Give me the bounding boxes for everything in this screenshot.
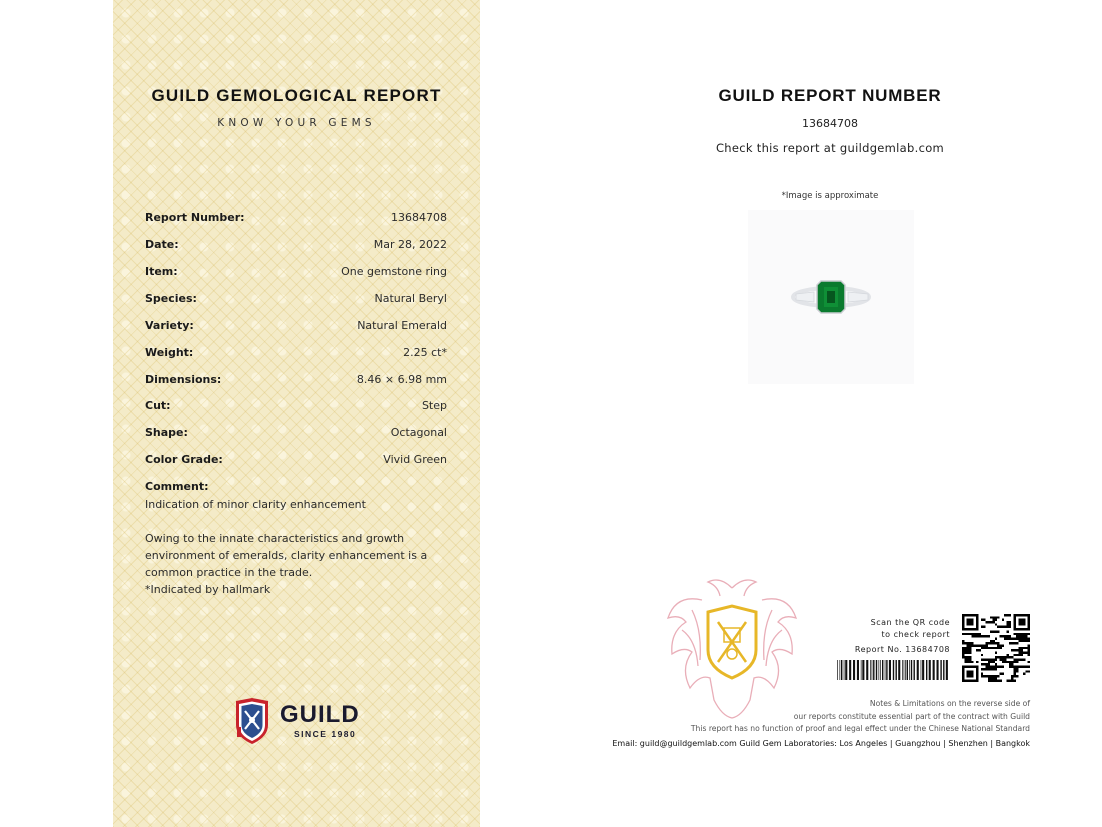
field-value: One gemstone ring: [341, 264, 447, 278]
field-label: Dimensions:: [145, 372, 222, 386]
field-label: Weight:: [145, 345, 194, 359]
notes-line-2: our reports constitute essential part of the contract with Guild: [793, 712, 1030, 721]
field-color-grade: [145, 450, 447, 468]
field-cut: [145, 396, 447, 414]
field-label: Item:: [145, 264, 178, 278]
report-number-value: 13684708: [802, 117, 858, 130]
field-value: Octagonal: [390, 425, 447, 439]
field-label: Species:: [145, 291, 197, 305]
paragraph-line: Owing to the innate characteristics and growth: [145, 532, 405, 545]
field-value: Vivid Green: [383, 452, 447, 466]
field-item: [145, 262, 447, 280]
logo-wordmark: GUILD: [280, 701, 360, 728]
image-approx-note: *Image is approximate: [781, 191, 879, 201]
field-label: Comment:: [145, 479, 209, 493]
qr-scan-label: Scan the QR code: [870, 618, 950, 627]
field-value: Step: [421, 398, 447, 412]
field-report-number: [145, 208, 447, 226]
disclaimer-paragraph: [145, 530, 445, 598]
field-weight: [145, 343, 447, 361]
field-label: Variety:: [145, 318, 194, 332]
report-card-left: [113, 0, 480, 827]
field-label: Report Number:: [145, 210, 245, 224]
field-value: 8.46 × 6.98 mm: [356, 372, 447, 386]
report-tagline: KNOW YOUR GEMS: [217, 117, 376, 129]
field-shape: [145, 423, 447, 441]
guild-eagle-seal-icon: [662, 570, 802, 720]
field-variety: [145, 316, 447, 334]
notes-line-3: This report has no function of proof and legal effect under the Chinese National Standard: [690, 724, 1030, 733]
field-label: Date:: [145, 237, 179, 251]
guild-logo: [232, 697, 372, 745]
qr-code-icon[interactable]: [962, 614, 1030, 682]
field-species: [145, 289, 447, 307]
report-title: GUILD GEMOLOGICAL REPORT: [151, 86, 442, 105]
field-value: 2.25 ct*: [403, 345, 447, 359]
field-value: Mar 28, 2022: [373, 237, 447, 251]
notes-line-1: Notes & Limitations on the reverse side of: [869, 699, 1030, 708]
verify-link[interactable]: Check this report at guildgemlab.com: [715, 141, 945, 155]
paragraph-line: *Indicated by hallmark: [145, 583, 271, 596]
report-number-heading: GUILD REPORT NUMBER: [718, 86, 942, 105]
emerald-ring-icon: [748, 210, 914, 384]
logo-since: SINCE 1980: [294, 729, 357, 739]
field-dimensions: [145, 370, 447, 388]
field-value: 13684708: [391, 210, 447, 224]
field-value: Natural Beryl: [374, 291, 447, 305]
report-no-line: Report No. 13684708: [854, 645, 950, 654]
guild-shield-icon: [232, 697, 272, 745]
field-date: [145, 235, 447, 253]
field-label: Cut:: [145, 398, 171, 412]
ring-photo: [748, 210, 914, 384]
field-value: Natural Emerald: [357, 318, 447, 332]
paragraph-line: environment of emeralds, clarity enhancement is a: [145, 549, 428, 562]
barcode-icon: [837, 660, 951, 680]
field-label: Color Grade:: [145, 452, 223, 466]
paragraph-line: common practice in the trade.: [145, 566, 313, 579]
field-comment: [145, 477, 447, 495]
field-label: Shape:: [145, 425, 188, 439]
contact-footer: Email: guild@guildgemlab.com Guild Gem Laboratories: Los Angeles | Guangzhou | Shenzhen | Bangkok: [612, 739, 1030, 748]
comment-text: Indication of minor clarity enhancement: [145, 498, 366, 511]
qr-scan-label-2: to check report: [881, 630, 950, 639]
